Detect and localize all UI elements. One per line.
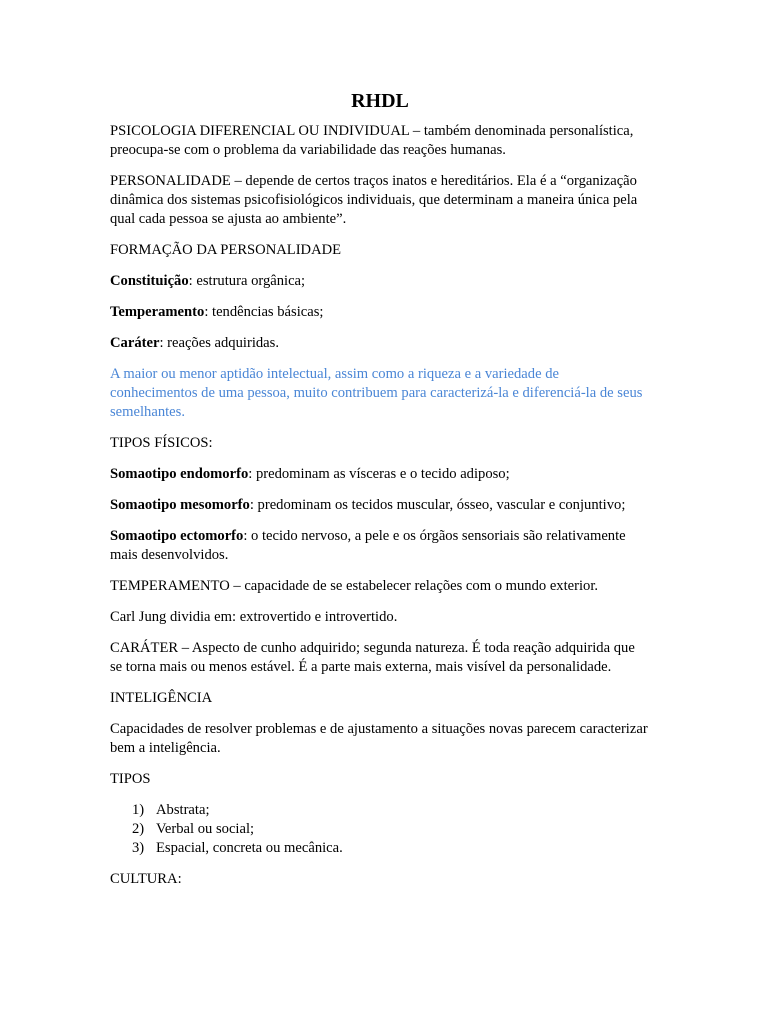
definition-ectomorfo: : o tecido nervoso, a pele e os órgãos sensoriais são relativamente mais desenvolvidos. — [110, 528, 626, 563]
paragraph-endomorfo — [110, 465, 650, 484]
paragraph-ectomorfo — [110, 527, 650, 565]
paragraph-carater-item — [110, 334, 650, 353]
list-item — [110, 820, 650, 839]
heading-cultura: CULTURA: — [110, 871, 182, 887]
term-carater: Caráter — [110, 335, 160, 351]
term-ectomorfo: Somaotipo ectomorfo — [110, 528, 244, 544]
paragraph-psicologia-diferencial: PSICOLOGIA DIFERENCIAL OU INDIVIDUAL – também denominada personalística, preocupa-se com o problema da variabilidade das reações humanas. — [110, 123, 634, 158]
definition-carater: : reações adquiridas. — [159, 335, 279, 351]
definition-temperamento: : tendências básicas; — [204, 304, 324, 320]
list-item-text: Verbal ou social; — [156, 821, 255, 837]
heading-inteligencia: INTELIGÊNCIA — [110, 690, 213, 706]
numbered-list-tipos — [110, 801, 650, 858]
paragraph-capacidades: Capacidades de resolver problemas e de ajustamento a situações novas parecem caracterizar bem a inteligência. — [110, 721, 648, 756]
heading-tipos: TIPOS — [110, 771, 151, 787]
definition-endomorfo: : predominam as vísceras e o tecido adiposo; — [248, 466, 510, 482]
paragraph-temperamento-item — [110, 303, 650, 322]
paragraph-personalidade: PERSONALIDADE – depende de certos traços inatos e hereditários. Ela é a “organização dinâmica dos sistemas psicofisiológicos individuais, que determinam a maneira única pela qual cada pessoa se ajusta ao ambiente”. — [110, 173, 638, 227]
heading-formacao-personalidade: FORMAÇÃO DA PERSONALIDADE — [110, 242, 342, 258]
document-title: RHDL — [351, 90, 409, 112]
list-item-number: 1) — [132, 802, 145, 818]
paragraph-temperamento: TEMPERAMENTO – capacidade de se estabelecer relações com o mundo exterior. — [110, 578, 599, 594]
list-item — [110, 801, 650, 820]
paragraph-constituicao — [110, 272, 650, 291]
definition-mesomorfo: : predominam os tecidos muscular, ósseo, vascular e conjuntivo; — [249, 497, 626, 513]
list-item-number: 3) — [132, 840, 145, 856]
term-constituicao: Constituição — [110, 273, 189, 289]
list-item-number: 2) — [132, 821, 145, 837]
heading-tipos-fisicos: TIPOS FÍSICOS: — [110, 435, 213, 451]
list-item-text: Espacial, concreta ou mecânica. — [156, 840, 343, 856]
list-item — [110, 839, 650, 858]
list-item-text: Abstrata; — [156, 802, 210, 818]
paragraph-carl-jung: Carl Jung dividia em: extrovertido e introvertido. — [110, 609, 398, 625]
paragraph-carater: CARÁTER – Aspecto de cunho adquirido; segunda natureza. É toda reação adquirida que se torna mais ou menos estável. É a parte mais externa, mais visível da personalidade. — [110, 640, 635, 675]
paragraph-aptidao-intelectual: A maior ou menor aptidão intelectual, assim como a riqueza e a variedade de conhecimentos de uma pessoa, muito contribuem para caracterizá-la e diferenciá-la de seus semelhantes. — [110, 366, 643, 420]
definition-constituicao: : estrutura orgânica; — [188, 273, 306, 289]
term-temperamento: Temperamento — [110, 304, 205, 320]
document-page — [110, 88, 650, 901]
term-endomorfo: Somaotipo endomorfo — [110, 466, 249, 482]
paragraph-mesomorfo — [110, 496, 650, 515]
term-mesomorfo: Somaotipo mesomorfo — [110, 497, 250, 513]
